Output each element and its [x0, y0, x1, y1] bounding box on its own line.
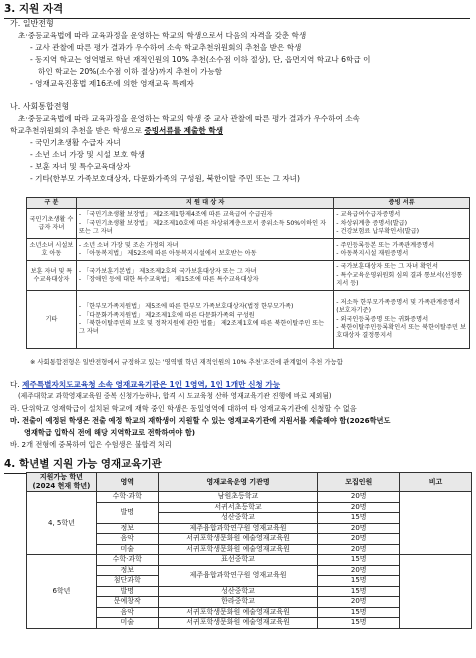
rule-ra: 라. 단위학교 영재학급이 설치된 학교에 재학 중인 학생은 동일영역에 대하여 타 영재교육기관에 신청할 수 없음: [10, 404, 357, 413]
org-cell: 성산중학교: [158, 586, 318, 597]
table-note: ※ 사회통합전형은 일반전형에서 규정하고 있는 '영역별 학년 재적인원의 10% 추천'조건에 관계없이 추천 가능함: [30, 358, 343, 366]
conditions-cell: [76, 261, 333, 291]
col-header: 모집인원: [318, 473, 400, 492]
area-cell: 미술: [96, 618, 158, 629]
area-cell: 문예창작: [96, 597, 158, 608]
count-cell: 20명: [318, 492, 400, 503]
social-item: - 국민기초생활 수급자 자녀: [30, 138, 121, 147]
condition-text: - 「국가보훈기본법」 제3조제2호의 국가보훈대상자 또는 그 자녀: [78, 267, 257, 275]
evidence-documents-table: [26, 197, 470, 349]
social-item: - 기타(한부모 가족보호대상자, 다문화가족의 구성원, 북한이탈 주민 또는 그 자녀): [30, 174, 300, 183]
conditions-cell: [76, 209, 333, 239]
condition-text: - 「다문화가족지원법」 제2조제1호에 따른 다문화가족의 구성원: [78, 311, 255, 319]
col-header: 구 분: [27, 198, 77, 209]
area-cell: 수학·과학: [96, 492, 158, 503]
col-header: 증빙 서류: [334, 198, 470, 209]
org-cell: 제주융합과학연구원 영재교육원: [158, 565, 318, 586]
conditions-cell: [76, 291, 333, 349]
count-cell: 20명: [318, 523, 400, 534]
docs-cell: - 저소득 한부모가족증명서 및 가족관계증명서(보호자기준) - 외국인등록증명 또는 귀화증명서 - 북한이탈주민등록확인서 또는 북한이탈주민 보호대상자 결정통지서: [334, 291, 470, 349]
area-cell: 음악: [96, 607, 158, 618]
count-cell: 20명: [318, 565, 400, 576]
table-header-row: [27, 198, 470, 209]
social-intro-emphasis: 증빙서류를 제출한 학생: [144, 126, 224, 135]
condition-text: - 「국민기초생활 보장법」 제2조제10호에 따른 차상위계층으로서 중위소득 50%이하인 자 또는 그 자녀: [78, 219, 327, 235]
grade-cell: 4, 5학년: [27, 492, 97, 555]
table-row: [27, 291, 470, 349]
rule-ma: 마. 전출이 예정된 학생은 전출 예정 학교의 재학생이 지원할 수 있는 영재교육기관에 지원서를 제출해야 함(2026학년도: [10, 416, 391, 425]
general-intro: 초·중등교육법에 따라 교육과정을 운영하는 학교의 학생으로서 다음의 자격을 갖춘 학생: [18, 31, 307, 40]
area-cell: 수학·과학: [96, 555, 158, 566]
social-heading: 나. 사회통합전형: [10, 102, 70, 111]
area-cell: 첨단과학: [96, 576, 158, 587]
social-intro-2: [10, 126, 223, 136]
count-cell: 15명: [318, 513, 400, 524]
org-cell: 남원초등학교: [158, 492, 318, 503]
table-row: [27, 209, 470, 239]
docs-cell: - 교육급여수급자증명서 - 차상위계층 증명서(발급) - 건강보험료 납부확인서(발급): [334, 209, 470, 239]
rule-da-prefix: 다.: [10, 380, 23, 389]
area-cell: 발명: [96, 502, 158, 523]
org-cell: 서귀포학생문화원 예술영재교육원: [158, 607, 318, 618]
col-header: 영재교육운영 기관명: [158, 473, 318, 492]
institutions-table: [26, 472, 472, 629]
col-header: 비고: [400, 473, 472, 492]
org-cell: 서귀포학생문화원 예술영재교육원: [158, 534, 318, 545]
table-row: [27, 239, 470, 261]
condition-text: - 「국민기초생활 보장법」 제2조제1항제4조에 따른 교육급여 수급권자: [78, 211, 273, 219]
docs-cell: - 국가보훈대상자 또는 그 자녀 확인서 - 특수교육운영위원회 심의 결과 통보서(선정통지서 등): [334, 261, 470, 291]
area-cell: 정보: [96, 565, 158, 576]
category-cell: 소년소녀 시설보호 아동: [27, 239, 77, 261]
col-header: 지원가능 학년 (2024 현재 학년): [27, 473, 97, 492]
social-item: - 소년 소녀 가장 및 시설 보호 학생: [30, 150, 145, 159]
table-row: [27, 261, 470, 291]
section3-title: 3. 지원 자격: [4, 3, 470, 19]
rule-ba: 바. 2개 전형에 중복하여 입은 수험생은 불합격 처리: [10, 440, 172, 449]
count-cell: 20명: [318, 544, 400, 555]
org-cell: 서귀서초등학교: [158, 502, 318, 513]
category-cell: 국민기초생활 수급자 자녀: [27, 209, 77, 239]
social-intro: 초·중등교육법에 따라 교육과정을 운영하는 학교의 학생 중 교사 관찰에 따른 평가 결과가 우수하여 소속: [18, 114, 360, 123]
col-header: 지 원 대 상 자: [76, 198, 333, 209]
table-row: [27, 555, 472, 566]
general-item: - 교사 관찰에 따른 평가 결과가 우수하여 소속 학교추천위원회의 추천을 받은 학생: [30, 43, 302, 52]
org-cell: 제주융합과학연구원 영재교육원: [158, 523, 318, 534]
general-heading: 가. 일반전형: [10, 19, 54, 28]
org-cell: 서귀포학생문화원 예술영재교육원: [158, 618, 318, 629]
count-cell: 15명: [318, 576, 400, 587]
grade-cell: 6학년: [27, 555, 97, 629]
social-intro-text: 학교추천위원회의 추천을 받은 학생으로: [10, 126, 145, 135]
table-header-row: [27, 473, 472, 492]
rule-ma-2: 영재학급 입학식 전에 해당 지역학교로 전학하여야 함): [24, 428, 196, 437]
category-cell: 기타: [27, 291, 77, 349]
org-cell: 성산중학교: [158, 513, 318, 524]
org-cell: 표선중학교: [158, 555, 318, 566]
count-cell: 15명: [318, 607, 400, 618]
count-cell: 15명: [318, 618, 400, 629]
condition-text: - 「아동복지법」 제52조에 따른 아동복지시설에서 보호받는 아동: [78, 249, 257, 257]
table-row: [27, 492, 472, 503]
count-cell: 15명: [318, 555, 400, 566]
section4-title: 4. 학년별 지원 가능 영재교육기관: [4, 458, 470, 474]
category-cell: 보훈 자녀 및 특수교육대상자: [27, 261, 77, 291]
general-item: - 동지역 학교는 영역별로 학년 재적인원의 10% 추천(소수점 이하 절상), 단, 읍면지역 학교나 6학급 이: [30, 55, 371, 64]
col-header: 영역: [96, 473, 158, 492]
org-cell: 서귀포학생문화원 예술영재교육원: [158, 544, 318, 555]
condition-text: - 소년 소녀 가장 및 조손 가정의 자녀: [78, 241, 179, 249]
count-cell: 15명: [318, 586, 400, 597]
area-cell: 발명: [96, 586, 158, 597]
area-cell: 미술: [96, 544, 158, 555]
general-item: 하인 학교는 20%(소수점 이하 절상)까지 추천이 가능함: [38, 67, 222, 76]
general-item: - 영재교육진흥법 제16조에 의한 영재교육 특례자: [30, 79, 194, 88]
area-cell: 음악: [96, 534, 158, 545]
docs-cell: - 주민등록등본 또는 가족관계증명서 - 아동복지시설 재원증명서: [334, 239, 470, 261]
count-cell: 20명: [318, 502, 400, 513]
org-cell: 한라중학교: [158, 597, 318, 608]
area-cell: 정보: [96, 523, 158, 534]
remarks-cell: [400, 555, 472, 629]
count-cell: 20명: [318, 597, 400, 608]
social-item: - 보훈 자녀 및 특수교육대상자: [30, 162, 131, 171]
conditions-cell: [76, 239, 333, 261]
remarks-cell: [400, 492, 472, 555]
count-cell: 20명: [318, 534, 400, 545]
condition-text: - 「장애인 등에 대한 특수교육법」 제15조에 따른 특수교육대상자: [78, 275, 259, 283]
rule-da: [10, 380, 280, 390]
condition-text: - 「북한이탈주민의 보호 및 정착지원에 관한 법률」 제2조제1호에 따른 북한이탈주민 또는 그 자녀: [78, 319, 325, 335]
condition-text: - 「한부모가족지원법」 제5조에 따른 한부모 가족보호대상자(법정 한부모가족): [78, 303, 294, 311]
rule-da-emphasis: 제주특별자치도교육청 소속 영재교육기관은 1인 1영역, 1인 1개만 신청 가능: [22, 380, 281, 389]
rule-da-sub: (제주대학교 과학영재교육원 중복 신청가능하나, 합격 시 도교육청 산하 영재교육기관 진행에 바로 제외됨): [18, 392, 332, 400]
